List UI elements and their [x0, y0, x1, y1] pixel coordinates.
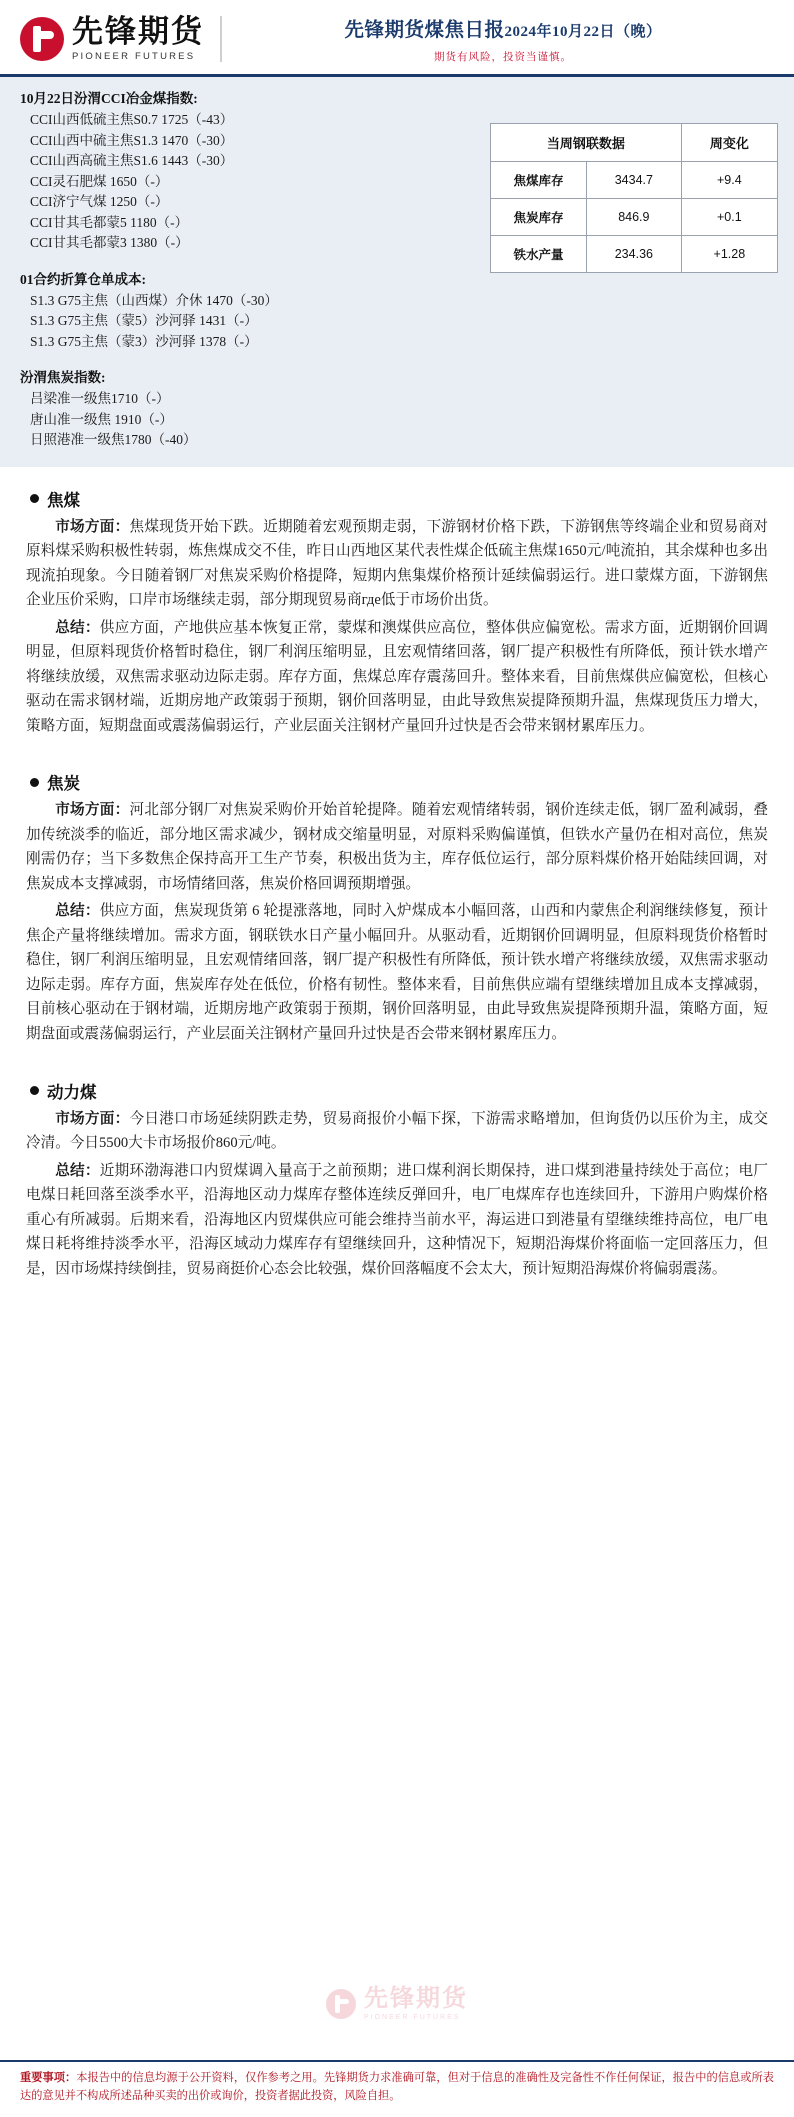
paragraph-text: 焦煤现货开始下跌。近期随着宏观预期走弱，下游钢材价格下跌，下游钢焦等终端企业和贸易商对原料煤采购积极性转弱，炼焦煤成交不佳，昨日山西地区某代表性煤企低硫主焦煤1650元/吨流拍，其余煤种也多出现流拍现象。今日随着钢厂对焦炭采购价格提降，短期内焦集煤价格预计延续偏弱运行。进口蒙煤方面，下游钢焦企业压价采购，口岸市场继续走弱，部分期现贸易商где低于市场价出货。 [26, 518, 768, 609]
page-title [236, 14, 770, 42]
brand-watermark [0, 1987, 794, 2021]
list-item: 日照港准一级焦1780（-40） [30, 432, 197, 448]
paragraph-lead: 总结： [55, 903, 100, 920]
table-row [491, 162, 778, 199]
list-item: CCI济宁气煤 1250（-） [30, 194, 169, 210]
list-item: CCI山西低硫主焦S0.7 1725（-43） [30, 112, 234, 127]
watermark-english-name: PIONEER FUTURES [364, 2014, 461, 2021]
row-value: 234.36 [587, 236, 682, 273]
paragraph-text: 河北部分钢厂对焦炭采购价开始首轮提降。随着宏观情绪转弱，钢价连续走低，钢厂盈利减弱，叠加传统淡季的临近，部分地区需求减少，钢材成交缩量明显，对原料采购偏谨慎，但铁水产量仍在相对高位，焦炭刚需仍存；当下多数焦企保持高开工生产节奏，积极出货为主，库存低位运行，部分原料煤价格开始陆续回调，对焦炭成本支撑减弱，市场情绪回落，焦炭价格回调预期增强。 [26, 802, 768, 892]
row-change: +1.28 [681, 236, 777, 273]
bullet-icon [30, 494, 39, 503]
logo-english-name: PIONEER FUTURES [72, 51, 196, 63]
section-coking-coal [26, 487, 768, 739]
paragraph-lead: 总结： [55, 1162, 100, 1179]
paragraph-text: 供应方面，焦炭现货第 6 轮提涨落地，同时入炉煤成本小幅回落，山西和内蒙焦企利润继续修复，预计焦企产量将继续增加。需求方面，钢联铁水日产量小幅回升。从驱动看，近期钢价回调明显，但原料现货价格暂时稳住，钢厂利润压缩明显，且宏观情绪回落，钢厂提产积极性有所降低，预计铁水增产将继续放缓，双焦需求驱动边际走弱。库存方面，焦炭库存处在低位，价格有韧性。整体来看，目前焦供应端有望继续增加且成本支撑减弱，目前核心驱动在于钢材端，近期房地产政策弱于预期，钢价回落明显，由此导致焦炭提降预期升温，策略方面，短期盘面或震荡偏弱运行，产业层面关注钢材产量回升过快是否会带来钢材累库压力。 [26, 903, 768, 1042]
row-change: +9.4 [681, 162, 777, 199]
section-heading: 焦煤 [47, 490, 80, 510]
section-coke [26, 770, 768, 1046]
report-body [0, 467, 794, 1281]
table-header-row [491, 124, 778, 162]
row-change: +0.1 [681, 199, 777, 236]
paragraph-summary [26, 1159, 768, 1282]
section-heading: 焦炭 [47, 774, 80, 794]
row-label: 焦炭库存 [491, 199, 587, 236]
pioneer-futures-logo-icon [20, 17, 64, 61]
fenwei-coke-index-title: 汾渭焦炭指数: [20, 370, 106, 386]
footer-disclaimer: 本报告中的信息均源于公开资料，仅作参考之用。先锋期货力求准确可靠，但对于信息的准确性及完备性不作任何保证，报告中的信息或所表达的意见并不构成所述品种买卖的出价或询价，投资者据此投资，风险自担。 [20, 2072, 774, 2102]
risk-disclaimer-slogan: 期货有风险，投资当谨慎。 [434, 52, 572, 63]
row-label: 焦煤库存 [491, 162, 587, 199]
row-label: 铁水产量 [491, 236, 587, 273]
list-item: S1.3 G75主焦（山西煤）介休 1470（-30） [30, 292, 278, 308]
row-value: 3434.7 [587, 162, 682, 199]
list-item: CCI灵石肥煤 1650（-） [30, 173, 169, 189]
row-value: 846.9 [587, 199, 682, 236]
paragraph-market [26, 798, 768, 896]
watermark-logo-icon [326, 1989, 356, 2019]
list-item: CCI山西中硫主焦S1.3 1470（-30） [30, 132, 234, 148]
market-data-band [0, 77, 794, 467]
table-row [491, 236, 778, 273]
list-item: 吕梁准一级焦1710（-） [30, 391, 170, 407]
warehouse-receipt-cost-title: 01合约折算仓单成本: [20, 271, 146, 287]
header-divider [220, 16, 222, 62]
paragraph-text: 今日港口市场延续阴跌走势，贸易商报价小幅下探，下游需求略增加，但询货仍以压价为主，成交冷清。今日5500大卡市场报价860元/吨。 [26, 1110, 768, 1152]
section-thermal-coal [26, 1079, 768, 1282]
list-item: CCI甘其毛都蒙5 1180（-） [30, 214, 189, 230]
report-header [0, 0, 794, 77]
cci-index-title: 10月22日汾渭CCI冶金煤指数: [20, 91, 198, 106]
report-date: 2024年10月22日（晚） [504, 24, 662, 40]
list-item: S1.3 G75主焦（蒙3）沙河驿 1378（-） [30, 333, 258, 349]
bullet-icon [30, 1086, 39, 1095]
brand-logo [20, 13, 204, 63]
report-footer [0, 2060, 794, 2117]
cci-coking-coal-index-group [20, 87, 480, 254]
list-item: 唐山准一级焦 1910（-） [30, 411, 173, 427]
watermark-chinese-name: 先锋期货 [364, 1986, 468, 2012]
section-heading: 动力煤 [47, 1082, 97, 1102]
warehouse-receipt-cost-group [20, 268, 480, 353]
paragraph-lead: 市场方面： [55, 518, 130, 535]
paragraph-market [26, 1107, 768, 1156]
paragraph-market [26, 515, 768, 613]
column-header-change: 周变化 [681, 124, 777, 162]
weekly-steel-data-table [490, 123, 778, 273]
logo-chinese-name: 先锋期货 [72, 13, 204, 49]
fenwei-coke-index-group [20, 366, 480, 451]
list-item: CCI甘其毛都蒙3 1380（-） [30, 235, 189, 251]
report-title: 先锋期货煤焦日报 [344, 20, 505, 41]
list-item: S1.3 G75主焦（蒙5）沙河驿 1431（-） [30, 313, 258, 329]
footer-label: 重要事项： [20, 2072, 77, 2085]
column-header-metric: 当周钢联数据 [491, 124, 682, 162]
paragraph-lead: 市场方面： [55, 802, 130, 819]
paragraph-text: 供应方面，产地供应基本恢复正常，蒙煤和澳煤供应高位，整体供应偏宽松。需求方面，近期钢价回调明显，但原料现货价格暂时稳住，钢厂利润压缩明显，且宏观情绪回落，钢厂提产积极性有所降低，预计铁水增产将继续放缓，双焦需求驱动边际走弱。库存方面，焦煤总库存震荡回升。整体来看，目前焦煤供应偏宽松，但核心驱动在需求钢材端，近期房地产政策弱于预期，钢价回落明显，由此导致焦炭提降预期升温，焦煤现货压力增大，策略方面，短期盘面或震荡偏弱运行，产业层面关注钢材产量回升过快是否会带来钢材累库压力。 [26, 619, 768, 734]
paragraph-text: 近期环渤海港口内贸煤调入量高于之前预期；进口煤利润长期保持，进口煤到港量持续处于高位；电厂电煤日耗回落至淡季水平，沿海地区动力煤库存整体连续反弹回升，电厂电煤库存也连续回升，下游用户购煤价格重心有所减弱。后期来看，沿海地区内贸煤供应可能会维持当前水平，海运进口到港量有望继续维持高位，电厂电煤日耗将维持淡季水平，沿海区域动力煤库存有望继续回升，这种情况下，短期沿海煤价将面临一定回落压力，但是，因市场煤持续倒挂，贸易商挺价心态会比较强，煤价回落幅度不会太大，预计短期沿海煤价将偏弱震荡。 [26, 1162, 768, 1277]
paragraph-summary [26, 616, 768, 739]
paragraph-summary [26, 899, 768, 1046]
list-item: CCI山西高硫主焦S1.6 1443（-30） [30, 153, 234, 169]
table-row [491, 199, 778, 236]
paragraph-lead: 总结： [55, 619, 100, 636]
bullet-icon [30, 778, 39, 787]
index-lists [20, 85, 480, 455]
paragraph-lead: 市场方面： [55, 1110, 130, 1127]
